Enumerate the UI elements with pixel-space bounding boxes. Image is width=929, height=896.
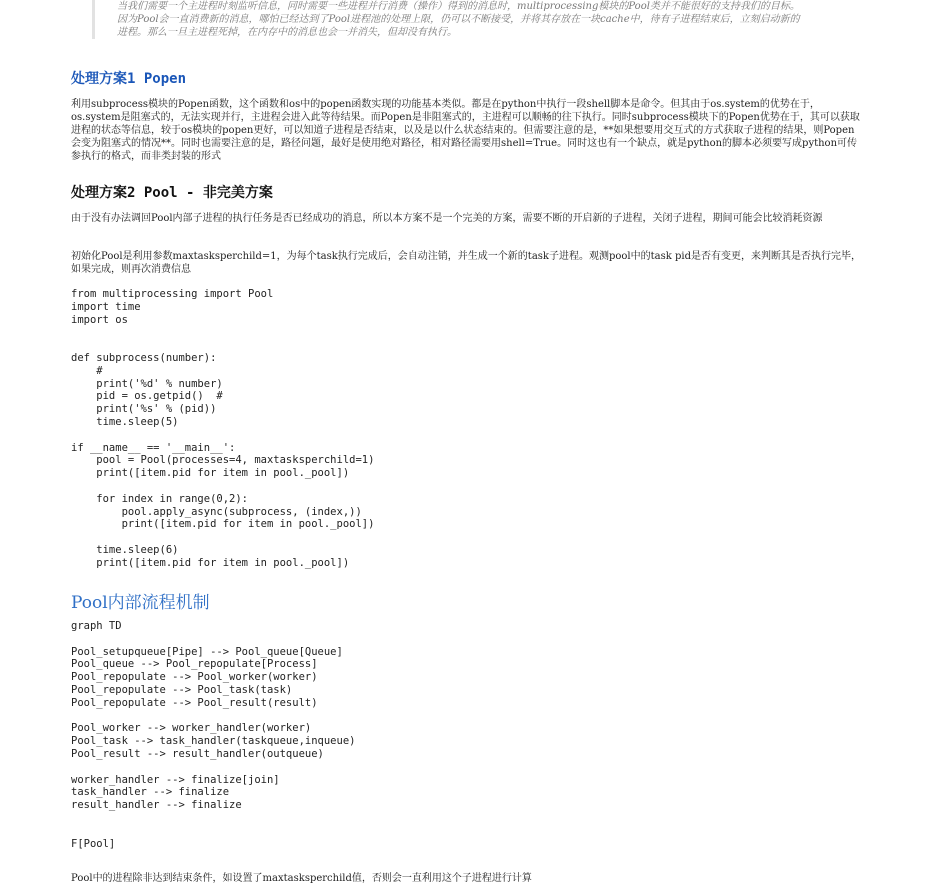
heading-pool-flow: Pool内部流程机制 <box>71 593 210 613</box>
code-block-pool: from multiprocessing import Pool import time import os def subprocess(number): # print('%d' % number) pid = os.getpid() # print('%s' % (pid)) time.sleep(5) if __name__ == '__main__': pool = Pool(processes=4, maxtasksperchild=1) print([item.pid for item in pool._pool]) for index in range(0,2): pool.apply_async(subprocess, (index,)) print([item.pid for item in pool._pool]) time.sleep(6) print([item.pid for item in pool._pool]) <box>71 288 375 569</box>
heading-popen: 处理方案1 Popen <box>71 71 187 87</box>
popen-paragraph: 利用subprocess模块的Popen函数，这个函数和os中的popen函数实现的功能基本类似。都是在python中执行一段shell脚本是命令。但其由于os.system的优势在于，os.system是阻塞式的，无法实现并行，主进程会进入此等待结果。而Popen是非阻塞式的，主进程可以顺畅的往下执行。同时subprocess模块下的Popen优势在于，其可以获取进程的状态等信息，较于os模块的popen更好，可以知道子进程是否结束，以及是以什么状态结束的。但需要注意的是，**如果想要用交互式的方式获取子进程的结果，则Popen会变为阻塞式的情况**。同时也需要注意的是，路径问题，最好是使用绝对路径，相对路径需要用shell=True。同时这也有一个缺点，就是python的脚本必须要写成python可传参执行的格式，而非类封装的形式 <box>71 99 860 162</box>
quote-text: 当我们需要一个主进程时刻监听信息，同时需要一些进程并行消费（操作）得到的消息时，multiprocessing模块的Pool类并不能很好的支持我们的目标。因为Pool会一直消费新的消息，哪怕已经达到了Pool进程池的处理上限，仍可以不断接受，并将其存放在一块cache中，待有子进程结束后，立刻启动新的进程。那么一旦主进程死掉，在内存中的消息也会一并消失，但却没有执行。 <box>117 1 800 38</box>
heading-pool: 处理方案2 Pool - 非完美方案 <box>71 185 273 201</box>
blockquote <box>92 0 807 39</box>
pool-flow-paragraph: Pool中的进程除非达到结束条件，如设置了maxtasksperchild值，否则会一直利用这个子进程进行计算 <box>71 873 532 884</box>
pool-paragraph-2: 初始化Pool是利用参数maxtasksperchild=1，为每个task执行完成后，会自动注销，并生成一个新的task子进程。观测pool中的task pid是否有变更，来判断其是否执行完毕，如果完成，则再次消费信息 <box>71 251 861 275</box>
pool-paragraph-1: 由于没有办法调回Pool内部子进程的执行任务是否已经成功的消息，所以本方案不是一个完美的方案，需要不断的开启新的子进程，关闭子进程，期间可能会比较消耗资源 <box>71 213 823 224</box>
code-block-graph: graph TD Pool_setupqueue[Pipe] --> Pool_queue[Queue] Pool_queue --> Pool_repopulate[Process] Pool_repopulate --> Pool_worker(worker) Pool_repopulate --> Pool_task(task) Pool_repopulate --> Pool_result(result) Pool_worker --> worker_handler(worker) Pool_task --> task_handler(taskqueue,inqueue) Pool_result --> result_handler(outqueue) worker_handler --> finalize[join] task_handler --> finalize result_handler --> finalize F[Pool] <box>71 620 356 850</box>
